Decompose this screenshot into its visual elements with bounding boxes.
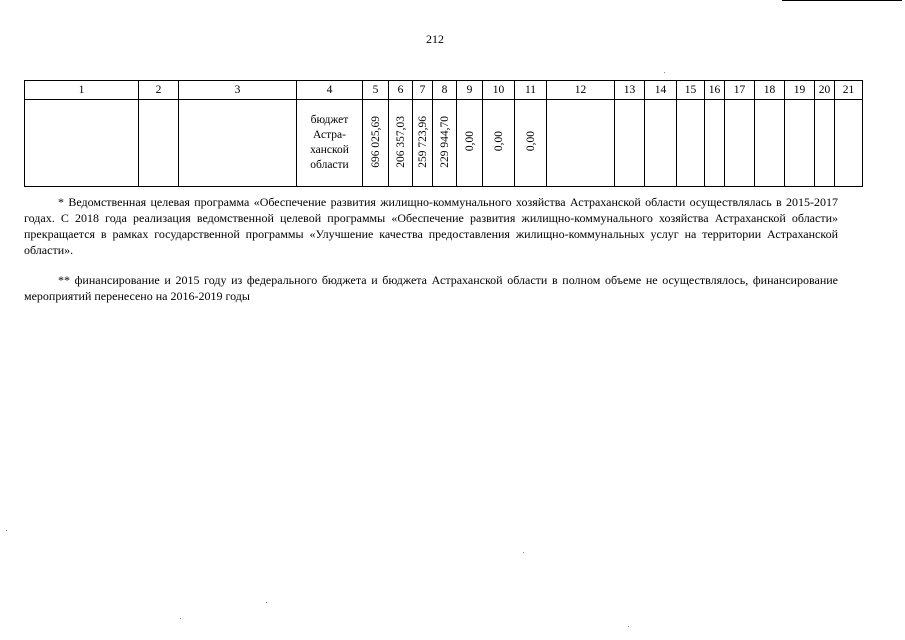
column-number-row bbox=[25, 81, 863, 100]
col-number-15: 15 bbox=[677, 81, 705, 100]
cell-12 bbox=[547, 100, 615, 187]
col-number-4: 4 bbox=[297, 81, 363, 100]
funding-source-label: бюджет Астра-ханской области bbox=[310, 114, 349, 171]
col-number-16: 16 bbox=[705, 81, 725, 100]
cell-9 bbox=[457, 100, 483, 187]
footnote-single-asterisk bbox=[24, 194, 838, 258]
col-number-21: 21 bbox=[835, 81, 863, 100]
cell-15 bbox=[677, 100, 705, 187]
cell-20 bbox=[815, 100, 835, 187]
cell-10 bbox=[483, 100, 515, 187]
scan-speck bbox=[628, 626, 629, 627]
cell-17 bbox=[725, 100, 755, 187]
top-edge-rule bbox=[782, 0, 902, 1]
scan-speck bbox=[523, 552, 524, 553]
col-number-17: 17 bbox=[725, 81, 755, 100]
scan-speck bbox=[266, 602, 267, 603]
cell-8 bbox=[433, 100, 457, 187]
amount-col-6: 206 357,03 bbox=[394, 115, 407, 168]
col-number-6: 6 bbox=[389, 81, 413, 100]
col-number-11: 11 bbox=[515, 81, 547, 100]
scan-speck bbox=[664, 72, 665, 73]
col-number-5: 5 bbox=[363, 81, 389, 100]
footnote-1-text: * Ведомственная целевая программа «Обеспечение развития жилищно-коммунального хозяйства Астраханской области осуществлялась в 2015-2017 годах. С 2018 года реализация ведомственной целевой программы «Обеспечение развития жилищно-коммунального хозяйства Астраханской области» прекращается в рамках государственной программы «Улучшение качества предоставления жилищно-коммунальных услуг на территории Астраханской области». bbox=[24, 195, 838, 257]
amount-col-8: 229 944,70 bbox=[438, 115, 451, 168]
col-number-3: 3 bbox=[179, 81, 297, 100]
col-number-7: 7 bbox=[413, 81, 433, 100]
cell-19 bbox=[785, 100, 815, 187]
col-number-18: 18 bbox=[755, 81, 785, 100]
amount-col-10: 0,00 bbox=[492, 131, 505, 152]
col-number-10: 10 bbox=[483, 81, 515, 100]
amount-col-9: 0,00 bbox=[463, 131, 476, 152]
cell-21 bbox=[835, 100, 863, 187]
funding-source-cell bbox=[297, 100, 363, 187]
amount-col-11: 0,00 bbox=[524, 131, 537, 152]
col-number-2: 2 bbox=[139, 81, 179, 100]
budget-table bbox=[24, 80, 863, 187]
page-number: 212 bbox=[426, 32, 444, 46]
scan-speck bbox=[180, 618, 181, 619]
col-number-9: 9 bbox=[457, 81, 483, 100]
col-number-8: 8 bbox=[433, 81, 457, 100]
cell-18 bbox=[755, 100, 785, 187]
cell-5 bbox=[363, 100, 389, 187]
col-number-20: 20 bbox=[815, 81, 835, 100]
cell-6 bbox=[389, 100, 413, 187]
footnote-2-text: ** финансирование и 2015 году из федерального бюджета и бюджета Астраханской области в полном объеме не осуществлялось, финансирование мероприятий перенесено на 2016-2019 годы bbox=[24, 273, 838, 303]
cell-13 bbox=[615, 100, 645, 187]
col-number-14: 14 bbox=[645, 81, 677, 100]
cell-7 bbox=[413, 100, 433, 187]
col-number-19: 19 bbox=[785, 81, 815, 100]
cell-14 bbox=[645, 100, 677, 187]
amount-col-7: 259 723,96 bbox=[416, 115, 429, 168]
footnote-double-asterisk bbox=[24, 272, 838, 304]
cell-1 bbox=[25, 100, 139, 187]
scan-speck bbox=[6, 530, 7, 531]
cell-11 bbox=[515, 100, 547, 187]
cell-2 bbox=[139, 100, 179, 187]
col-number-13: 13 bbox=[615, 81, 645, 100]
cell-16 bbox=[705, 100, 725, 187]
total-amount: 696 025,69 bbox=[369, 115, 382, 168]
table-row bbox=[25, 100, 863, 187]
col-number-12: 12 bbox=[547, 81, 615, 100]
col-number-1: 1 bbox=[25, 81, 139, 100]
cell-3 bbox=[179, 100, 297, 187]
